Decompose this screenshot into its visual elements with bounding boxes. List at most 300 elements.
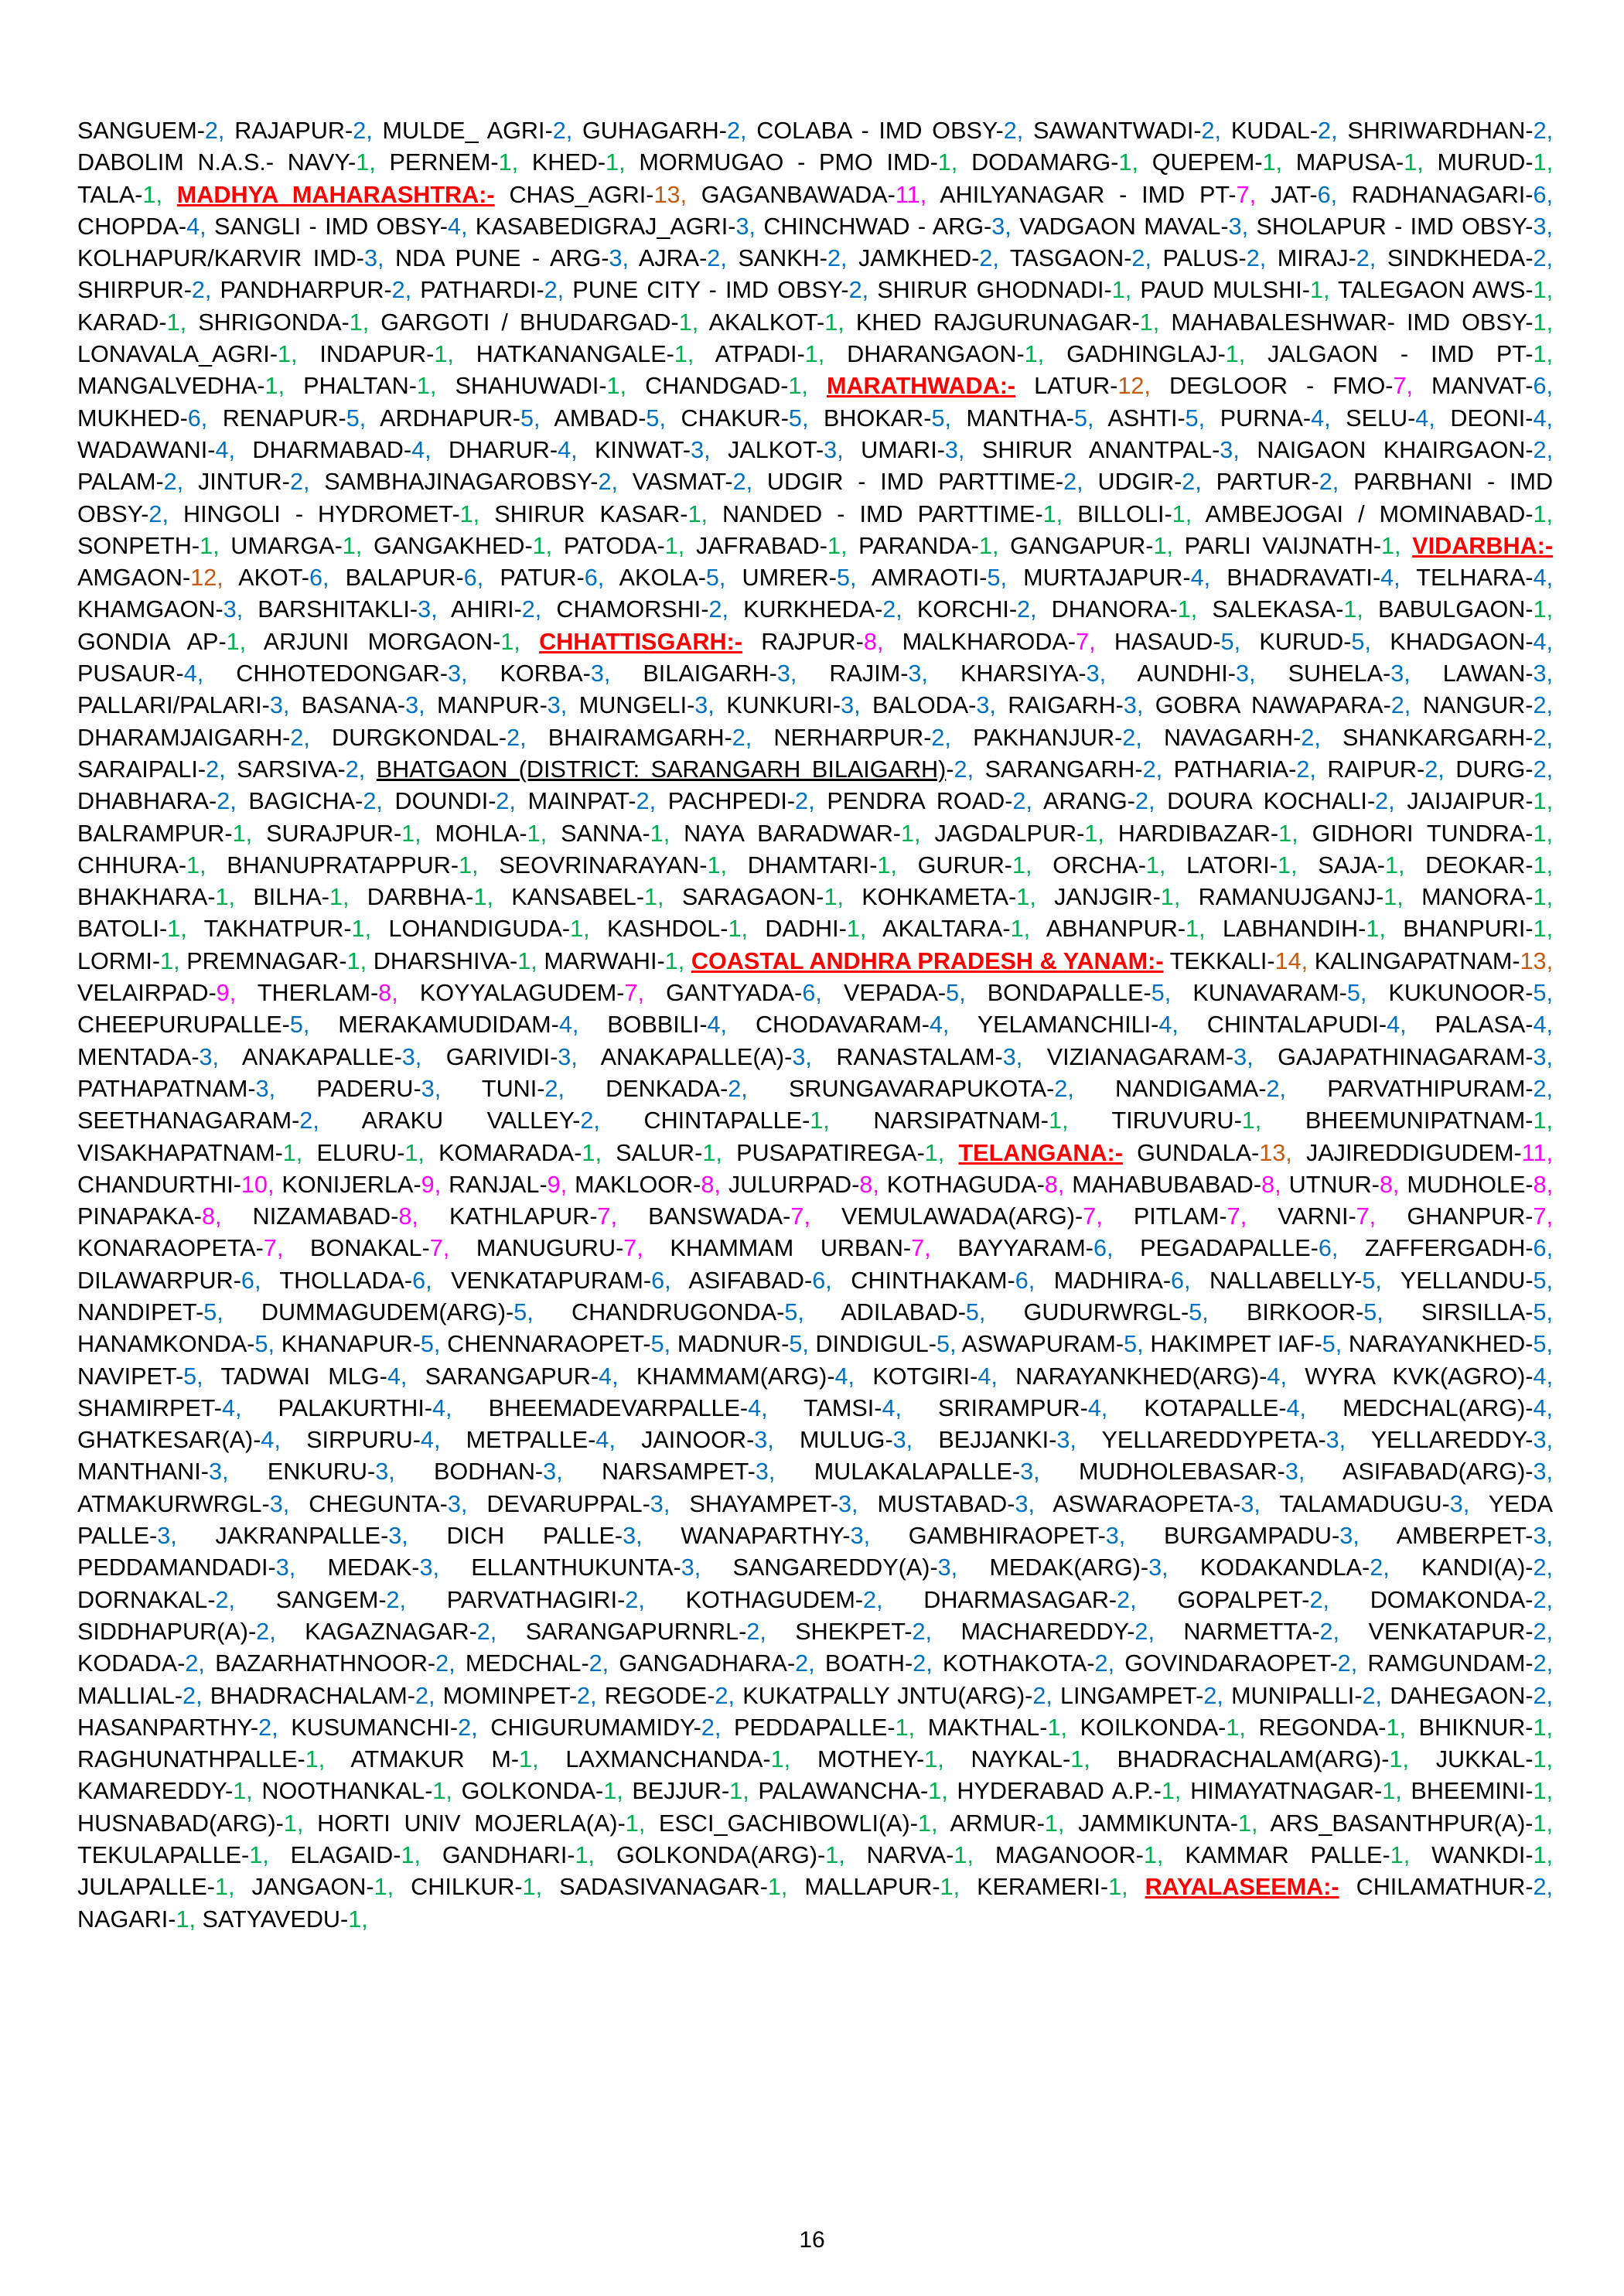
station-name: SANGUEM — [77, 118, 197, 144]
station-name: PADERU — [316, 1075, 414, 1102]
rainfall-value: 3 — [755, 1458, 769, 1486]
rainfall-value: 1 — [1533, 1778, 1547, 1805]
rainfall-value: 1 — [226, 628, 240, 655]
rainfall-value: 3 — [623, 1523, 636, 1550]
rainfall-value: 3 — [1148, 1554, 1162, 1581]
station-name: DHARAMJAIGARH — [77, 724, 283, 751]
rainfall-value: 2 — [299, 1107, 313, 1134]
station-name: BHOKAR — [824, 404, 924, 432]
rainfall-value: 2 — [435, 1650, 449, 1677]
rainfall-value: 2 — [496, 788, 510, 815]
station-name: KINWAT — [595, 436, 683, 463]
rainfall-value: 2 — [979, 245, 993, 272]
rainfall-value: 1 — [1262, 149, 1276, 176]
rainfall-value: 7 — [790, 1203, 804, 1230]
station-name: SANGLI - IMD OBSY — [213, 213, 440, 240]
station-name: SIDDHAPUR(A) — [77, 1618, 248, 1645]
rainfall-value: 4 — [1533, 1394, 1547, 1421]
station-name: MARWAHI — [544, 947, 657, 974]
rainfall-value: 2 — [1533, 118, 1547, 144]
rainfall-value: 6 — [1533, 181, 1547, 208]
station-name: SHEKPET — [795, 1618, 905, 1645]
rainfall-value: 7 — [911, 1235, 925, 1262]
station-name: THERLAM — [257, 980, 370, 1007]
station-name: SARANGAPUR — [425, 1363, 591, 1390]
station-name: CHANDGAD — [645, 373, 781, 400]
station-name: BAZARHATHNOOR — [215, 1650, 428, 1677]
station-name: GARGOTI / BHUDARGAD — [380, 309, 671, 336]
station-name: KASABEDIGRAJ_AGRI — [475, 213, 728, 240]
rainfall-value: 1 — [928, 1778, 942, 1805]
rainfall-value: 3 — [1339, 1523, 1353, 1550]
station-name: ADILABAD — [841, 1298, 958, 1325]
rainfall-value: 3 — [1449, 1490, 1463, 1517]
rainfall-value: 1 — [1010, 916, 1024, 943]
rainfall-value: 2 — [1134, 788, 1148, 815]
rainfall-value: 2 — [701, 1714, 715, 1741]
station-name: NARAYANKHED — [1348, 1331, 1526, 1358]
rainfall-value: 2 — [458, 1714, 472, 1741]
station-name: CHOPDA — [77, 213, 179, 240]
rainfall-value: 5 — [513, 1298, 527, 1325]
rainfall-value: 8 — [201, 1203, 215, 1230]
rainfall-value: 1 — [824, 884, 838, 911]
rainfall-value: 1 — [1533, 277, 1547, 304]
rainfall-value: 3 — [609, 245, 623, 272]
station-name: ASIFABAD — [688, 1267, 805, 1294]
rainfall-value: 2 — [1375, 788, 1389, 815]
rainfall-value: 2 — [507, 724, 520, 751]
station-name: CHINCHWAD - ARG — [763, 213, 984, 240]
rainfall-value: 3 — [1533, 1458, 1547, 1486]
rainfall-value: 1 — [1404, 149, 1418, 176]
station-name: PEGADAPALLE — [1140, 1235, 1311, 1262]
station-name: SANKH — [738, 245, 820, 272]
station-name: TEKKALI — [1169, 947, 1267, 974]
station-name: KURUD — [1259, 628, 1344, 655]
station-name: SHAHUWADI — [455, 373, 599, 400]
rainfall-value: 1 — [1024, 341, 1038, 368]
station-name: JAIJAIPUR — [1407, 788, 1526, 815]
rainfall-value: 3 — [269, 1490, 283, 1517]
station-name: BURGAMPADU — [1163, 1523, 1332, 1550]
station-name: MUKHED — [77, 404, 180, 432]
station-name: THOLLADA — [279, 1267, 404, 1294]
rainfall-value: 1 — [305, 1746, 319, 1773]
rainfall-value: 1 — [707, 851, 721, 878]
station-name: BHADRAVATI — [1227, 565, 1373, 592]
rainfall-value: 6 — [1318, 1235, 1332, 1262]
rainfall-value: 5 — [346, 404, 360, 432]
station-name: DOURA KOCHALI — [1167, 788, 1367, 815]
station-name: LAXMANCHANDA — [565, 1746, 763, 1773]
rainfall-value: 5 — [965, 1298, 979, 1325]
station-name: DHARSHIVA — [373, 947, 510, 974]
station-name: NDA PUNE - ARG — [395, 245, 602, 272]
station-name: SIRSILLA — [1421, 1298, 1526, 1325]
rainfall-value: 3 — [1220, 436, 1233, 463]
station-name: DUMMAGUDEM(ARG) — [261, 1298, 507, 1325]
rainfall-value: 2 — [1094, 1650, 1108, 1677]
station-name: RAJAPUR — [234, 118, 345, 144]
station-name: BHAKHARA — [77, 884, 208, 911]
rainfall-value: 1 — [1278, 851, 1291, 878]
rainfall-value: 6 — [651, 1267, 665, 1294]
station-name: NAVAGARH — [1163, 724, 1294, 751]
rainfall-value: 1 — [517, 947, 531, 974]
station-name: NANDIGAMA — [1115, 1075, 1259, 1102]
station-name: BONAKAL — [310, 1235, 422, 1262]
station-name: RAIGARH — [1008, 692, 1116, 719]
rainfall-value: 7 — [597, 1203, 611, 1230]
station-name: GANGAKHED — [373, 532, 525, 559]
station-name: KUNAVARAM — [1192, 980, 1339, 1007]
station-name: DABOLIM N.A.S.- NAVY — [77, 149, 349, 176]
rainfall-value: 1 — [687, 500, 701, 527]
station-name: DODAMARG — [971, 149, 1111, 176]
rainfall-value: 2 — [1424, 756, 1438, 783]
station-name: MADHIRA — [1053, 1267, 1163, 1294]
rainfall-value: 2 — [163, 469, 177, 496]
rainfall-value: 3 — [1390, 660, 1404, 687]
station-name: KARAD — [77, 309, 159, 336]
station-name: SURAJPUR — [266, 820, 394, 847]
rainfall-value: 1 — [1278, 820, 1292, 847]
rainfall-value: 1 — [142, 181, 156, 208]
rainfall-value: 1 — [1153, 532, 1167, 559]
station-name: NAVIPET — [77, 1363, 176, 1390]
rainfall-value: 2 — [256, 1618, 270, 1645]
rainfall-value: 1 — [1389, 1746, 1403, 1773]
rainfall-value: 3 — [892, 1427, 906, 1454]
rainfall-value: 1 — [606, 149, 619, 176]
rainfall-value: 4 — [1387, 1012, 1401, 1039]
station-name: KHAMMAM(ARG) — [636, 1363, 827, 1390]
rainfall-value: 1 — [1533, 149, 1547, 176]
station-name: GUNDALA — [1137, 1139, 1252, 1166]
rainfall-value: 1 — [917, 1810, 931, 1837]
rainfall-value: 3 — [838, 1490, 852, 1517]
rainfall-value: 1 — [804, 341, 818, 368]
station-name: COLABA - IMD OBSY — [756, 118, 996, 144]
rainfall-value: 1 — [1386, 1714, 1400, 1741]
station-name: KOMARADA — [438, 1139, 575, 1166]
rainfall-value: 4 — [215, 436, 229, 463]
rainfall-value: 1 — [1226, 1714, 1240, 1741]
rainfall-value: 1 — [232, 820, 246, 847]
station-name: SHIRUR ANANTPAL — [981, 436, 1213, 463]
station-name: VEMULAWADA(ARG) — [841, 1203, 1075, 1230]
rainfall-value: 2 — [1533, 1618, 1547, 1645]
station-name: HUSNABAD(ARG) — [77, 1810, 276, 1837]
station-name: DEOKAR — [1425, 851, 1526, 878]
station-name: KALINGAPATNAM — [1314, 947, 1513, 974]
station-name: VASMAT — [632, 469, 725, 496]
rainfall-value: 2 — [708, 596, 722, 623]
station-name: RANJAL — [449, 1171, 540, 1198]
station-name: SUHELA — [1288, 660, 1383, 687]
station-name: SINDKHEDA — [1387, 245, 1526, 272]
station-name: PALASA — [1435, 1012, 1526, 1039]
rainfall-value: 2 — [1533, 1874, 1547, 1901]
station-name: DADHI — [765, 916, 839, 943]
rainfall-value: 1 — [1366, 916, 1380, 943]
rainfall-value: 3 — [944, 436, 958, 463]
rainfall-value: 2 — [391, 277, 405, 304]
rainfall-value: 1 — [1139, 309, 1153, 336]
rainfall-value: 3 — [405, 692, 419, 719]
station-name: RAJPUR — [761, 628, 856, 655]
rainfall-value: 3 — [1086, 660, 1100, 687]
station-name: PEDDAPALLE — [734, 1714, 888, 1741]
station-name: RAGHUNATHPALLE — [77, 1746, 298, 1773]
rainfall-value: 1 — [1309, 277, 1323, 304]
rainfall-value: 2 — [185, 1650, 199, 1677]
station-name: MAPUSA — [1295, 149, 1396, 176]
rainfall-value: 2 — [353, 118, 367, 144]
station-name: MADNUR — [677, 1331, 782, 1358]
station-name: UDGIR - IMD PARTTIME — [766, 469, 1056, 496]
rainfall-value: 1 — [1012, 851, 1026, 878]
rainfall-value: 5 — [1073, 404, 1087, 432]
station-name: JAMMIKUNTA — [1078, 1810, 1230, 1837]
rainfall-value: 5 — [1533, 1331, 1547, 1358]
station-name: ESCI_GACHIBOWLI(A) — [659, 1810, 910, 1837]
rainfall-value: 8 — [1261, 1171, 1275, 1198]
rainfall-value: 2 — [863, 1586, 877, 1613]
station-name: SANNA — [561, 820, 643, 847]
rainfall-value: 2 — [636, 788, 650, 815]
station-name: ASWARAOPETA — [1053, 1490, 1233, 1517]
station-name: CHODAVARAM — [755, 1012, 922, 1039]
rainfall-value: 4 — [595, 1427, 609, 1454]
station-name: ARS_BASANTHPUR(A) — [1270, 1810, 1526, 1837]
station-name: DILAWARPUR — [77, 1267, 234, 1294]
rainfall-value: 6 — [1093, 1235, 1107, 1262]
rainfall-value: 1 — [432, 1778, 446, 1805]
station-name: HIMAYATNAGAR — [1190, 1778, 1375, 1805]
rainfall-value: 1 — [1533, 596, 1547, 623]
station-name: PATHARDI — [420, 277, 537, 304]
station-name: KAMAREDDY — [77, 1778, 225, 1805]
rainfall-value: 4 — [882, 1394, 896, 1421]
station-name: KHADGAON — [1390, 628, 1526, 655]
station-name: VENKATAPUR — [1368, 1618, 1526, 1645]
station-name: PARBHANI - IMD OBSY — [77, 469, 1554, 527]
rainfall-value: 1 — [1533, 916, 1547, 943]
station-name: ANAKAPALLE — [241, 1043, 394, 1070]
station-name: BANSWADA — [648, 1203, 783, 1230]
rainfall-value: 2 — [913, 1650, 926, 1677]
station-name: MIRAJ — [1277, 245, 1349, 272]
rainfall-value: 2 — [544, 1075, 558, 1102]
rainfall-value: 2 — [345, 756, 359, 783]
rainfall-value: 1 — [282, 1139, 296, 1166]
rainfall-value: 2 — [1533, 1682, 1547, 1709]
rainfall-value: 3 — [401, 1043, 415, 1070]
station-name: DHARANGAON — [847, 341, 1017, 368]
station-name: CHHOTEDONGAR — [236, 660, 440, 687]
rainfall-value: 4 — [1190, 565, 1204, 592]
rainfall-value: 1 — [728, 916, 742, 943]
station-name: NANGUR — [1422, 692, 1526, 719]
rainfall-value: 3 — [1533, 1523, 1547, 1550]
rainfall-value: 5 — [1363, 1298, 1377, 1325]
station-name: JALGAON - IMD PT — [1267, 341, 1526, 368]
rainfall-value: 9 — [216, 980, 230, 1007]
station-name: KHAMGAON — [77, 596, 216, 623]
station-name: UDGIR — [1097, 469, 1175, 496]
rainfall-value: 1 — [937, 149, 951, 176]
rainfall-value: 3 — [275, 1554, 289, 1581]
station-name: VENKATAPURAM — [451, 1267, 643, 1294]
station-name: ANAKAPALLE(A) — [600, 1043, 785, 1070]
station-name: KANDI(A) — [1421, 1554, 1526, 1581]
station-name: QUEPEM — [1151, 149, 1255, 176]
station-name: PALAWANCHA — [758, 1778, 921, 1805]
rainfall-value: 2 — [1134, 1618, 1148, 1645]
rainfall-value: 1 — [459, 851, 473, 878]
rainfall-value: 7 — [1393, 373, 1407, 400]
station-name: CHANDURTHI — [77, 1171, 234, 1198]
station-name: LAWAN — [1442, 660, 1526, 687]
station-name: METPALLE — [466, 1427, 589, 1454]
station-name: PARLI VAIJNATH — [1184, 532, 1373, 559]
rainfall-value: 1 — [1384, 851, 1398, 878]
rainfall-value: 2 — [415, 1682, 428, 1709]
rainfall-value: 1 — [1177, 596, 1191, 623]
rainfall-value: 3 — [1533, 1427, 1547, 1454]
rainfall-value: 3 — [418, 596, 432, 623]
rainfall-value: 2 — [258, 1714, 272, 1741]
rainfall-value: 3 — [824, 436, 838, 463]
station-name: SARANGAPURNRL — [525, 1618, 739, 1645]
station-name: SIRPURU — [306, 1427, 413, 1454]
station-name: HORTI UNIV MOJERLA(A) — [317, 1810, 618, 1837]
rainfall-value: 2 — [732, 724, 745, 751]
rainfall-value: 2 — [290, 724, 304, 751]
station-name: MEDCHAL(ARG) — [1343, 1394, 1526, 1421]
rainfall-value: 4 — [977, 1363, 991, 1390]
rainfall-value: 3 — [1056, 1427, 1070, 1454]
rainfall-value: 5 — [183, 1363, 197, 1390]
rainfall-value: 1 — [401, 820, 415, 847]
rainfall-value: 1 — [500, 628, 514, 655]
rainfall-value: 1 — [1533, 341, 1547, 368]
station-name: BOBBILI — [607, 1012, 700, 1039]
station-name: KOTGIRI — [872, 1363, 971, 1390]
rainfall-value: 5 — [784, 1298, 798, 1325]
rainfall-value: 1 — [1533, 309, 1547, 336]
rainfall-value: 5 — [1351, 628, 1365, 655]
rainfall-value: 1 — [1172, 500, 1186, 527]
rainfall-value: 1 — [1533, 788, 1547, 815]
region-heading: MARATHWADA:- — [826, 373, 1016, 400]
station-name: AKOT — [238, 565, 302, 592]
station-name: RAMANUJGANJ — [1198, 884, 1377, 911]
rainfall-value: 1 — [342, 532, 356, 559]
station-name: VELAIRPAD — [77, 980, 209, 1007]
station-name: YELLAREDDY — [1370, 1427, 1526, 1454]
rainfall-value: 4 — [186, 213, 200, 240]
rainfall-value: 7 — [1083, 1203, 1097, 1230]
rainfall-value: 2 — [1117, 1586, 1131, 1613]
station-name: DINDIGUL — [815, 1331, 929, 1358]
station-name: SEOVRINARAYAN — [499, 851, 700, 878]
station-name: JAKRANPALLE — [215, 1523, 381, 1550]
rainfall-value: 1 — [1044, 1810, 1058, 1837]
station-name: SALUR — [616, 1139, 695, 1166]
station-name: MALKHARODA — [902, 628, 1068, 655]
rainfall-value: 1 — [167, 916, 181, 943]
station-name: SHAYAMPET — [689, 1490, 831, 1517]
rainfall-value: 3 — [1228, 213, 1242, 240]
rainfall-value: 6 — [463, 565, 477, 592]
rainfall-value: 2 — [795, 788, 809, 815]
station-name: SELU — [1346, 404, 1408, 432]
station-name: SRUNGAVARAPUKOTA — [788, 1075, 1047, 1102]
rainfall-value: 4 — [834, 1363, 848, 1390]
station-name: CHILKUR — [411, 1874, 515, 1901]
station-name: MUDHOLEBASAR — [1078, 1458, 1278, 1486]
rainfall-value: 1 — [570, 916, 584, 943]
station-name: GONDIA AP — [77, 628, 219, 655]
rainfall-value: 2 — [577, 1682, 591, 1709]
rainfall-value: 2 — [1533, 1586, 1547, 1613]
rainfall-value: 1 — [1145, 851, 1159, 878]
station-name: GAGANBAWADA — [701, 181, 888, 208]
rainfall-value: 5 — [1151, 980, 1165, 1007]
station-name: AMBAD — [554, 404, 639, 432]
rainfall-value: 5 — [520, 404, 534, 432]
station-name: KANSABEL — [511, 884, 636, 911]
rainfall-value: 2 — [363, 788, 377, 815]
station-name: KERAMERI — [977, 1874, 1100, 1901]
region-heading: MADHYA MAHARASHTRA:- — [176, 181, 495, 208]
station-name: SHANKARGARH — [1342, 724, 1526, 751]
rainfall-value: 1 — [770, 1746, 784, 1773]
rainfall-value: 3 — [681, 1554, 694, 1581]
rainfall-value: 2 — [1246, 245, 1260, 272]
station-name: NOOTHANKAL — [261, 1778, 425, 1805]
rainfall-value: 1 — [532, 532, 546, 559]
rainfall-value: 1 — [1160, 884, 1174, 911]
station-name: MANTHANI — [77, 1458, 201, 1486]
rainfall-value: 2 — [1296, 756, 1310, 783]
rainfall-value: 1 — [1070, 1746, 1084, 1773]
region-heading: VIDARBHA:- — [1412, 532, 1554, 559]
station-name: GOBRA NAWAPARA — [1155, 692, 1383, 719]
rainfall-value: 2 — [1533, 1554, 1547, 1581]
station-name: JAJIREDDIGUDEM — [1305, 1139, 1514, 1166]
station-name: NARVA — [866, 1842, 947, 1869]
station-name: HASAUD — [1114, 628, 1213, 655]
station-name: KUSUMANCHI — [291, 1714, 450, 1741]
station-name: VEPADA — [844, 980, 938, 1007]
rainfall-value: 1 — [625, 1810, 639, 1837]
station-name: YELLAREDDYPETA — [1101, 1427, 1319, 1454]
station-name: SAWANTWADI — [1032, 118, 1194, 144]
rainfall-value: 4 — [222, 1394, 236, 1421]
rainfall-value: 1 — [1533, 820, 1547, 847]
rainfall-value: 1 — [1161, 1778, 1175, 1805]
station-name: GANGAPUR — [1010, 532, 1146, 559]
rainfall-value: 5 — [1362, 1267, 1376, 1294]
rainfall-value: 5 — [987, 565, 1001, 592]
rainfall-value: 1 — [349, 309, 363, 336]
rainfall-value: 1 — [233, 1778, 247, 1805]
station-name: TASGAON — [1009, 245, 1124, 272]
